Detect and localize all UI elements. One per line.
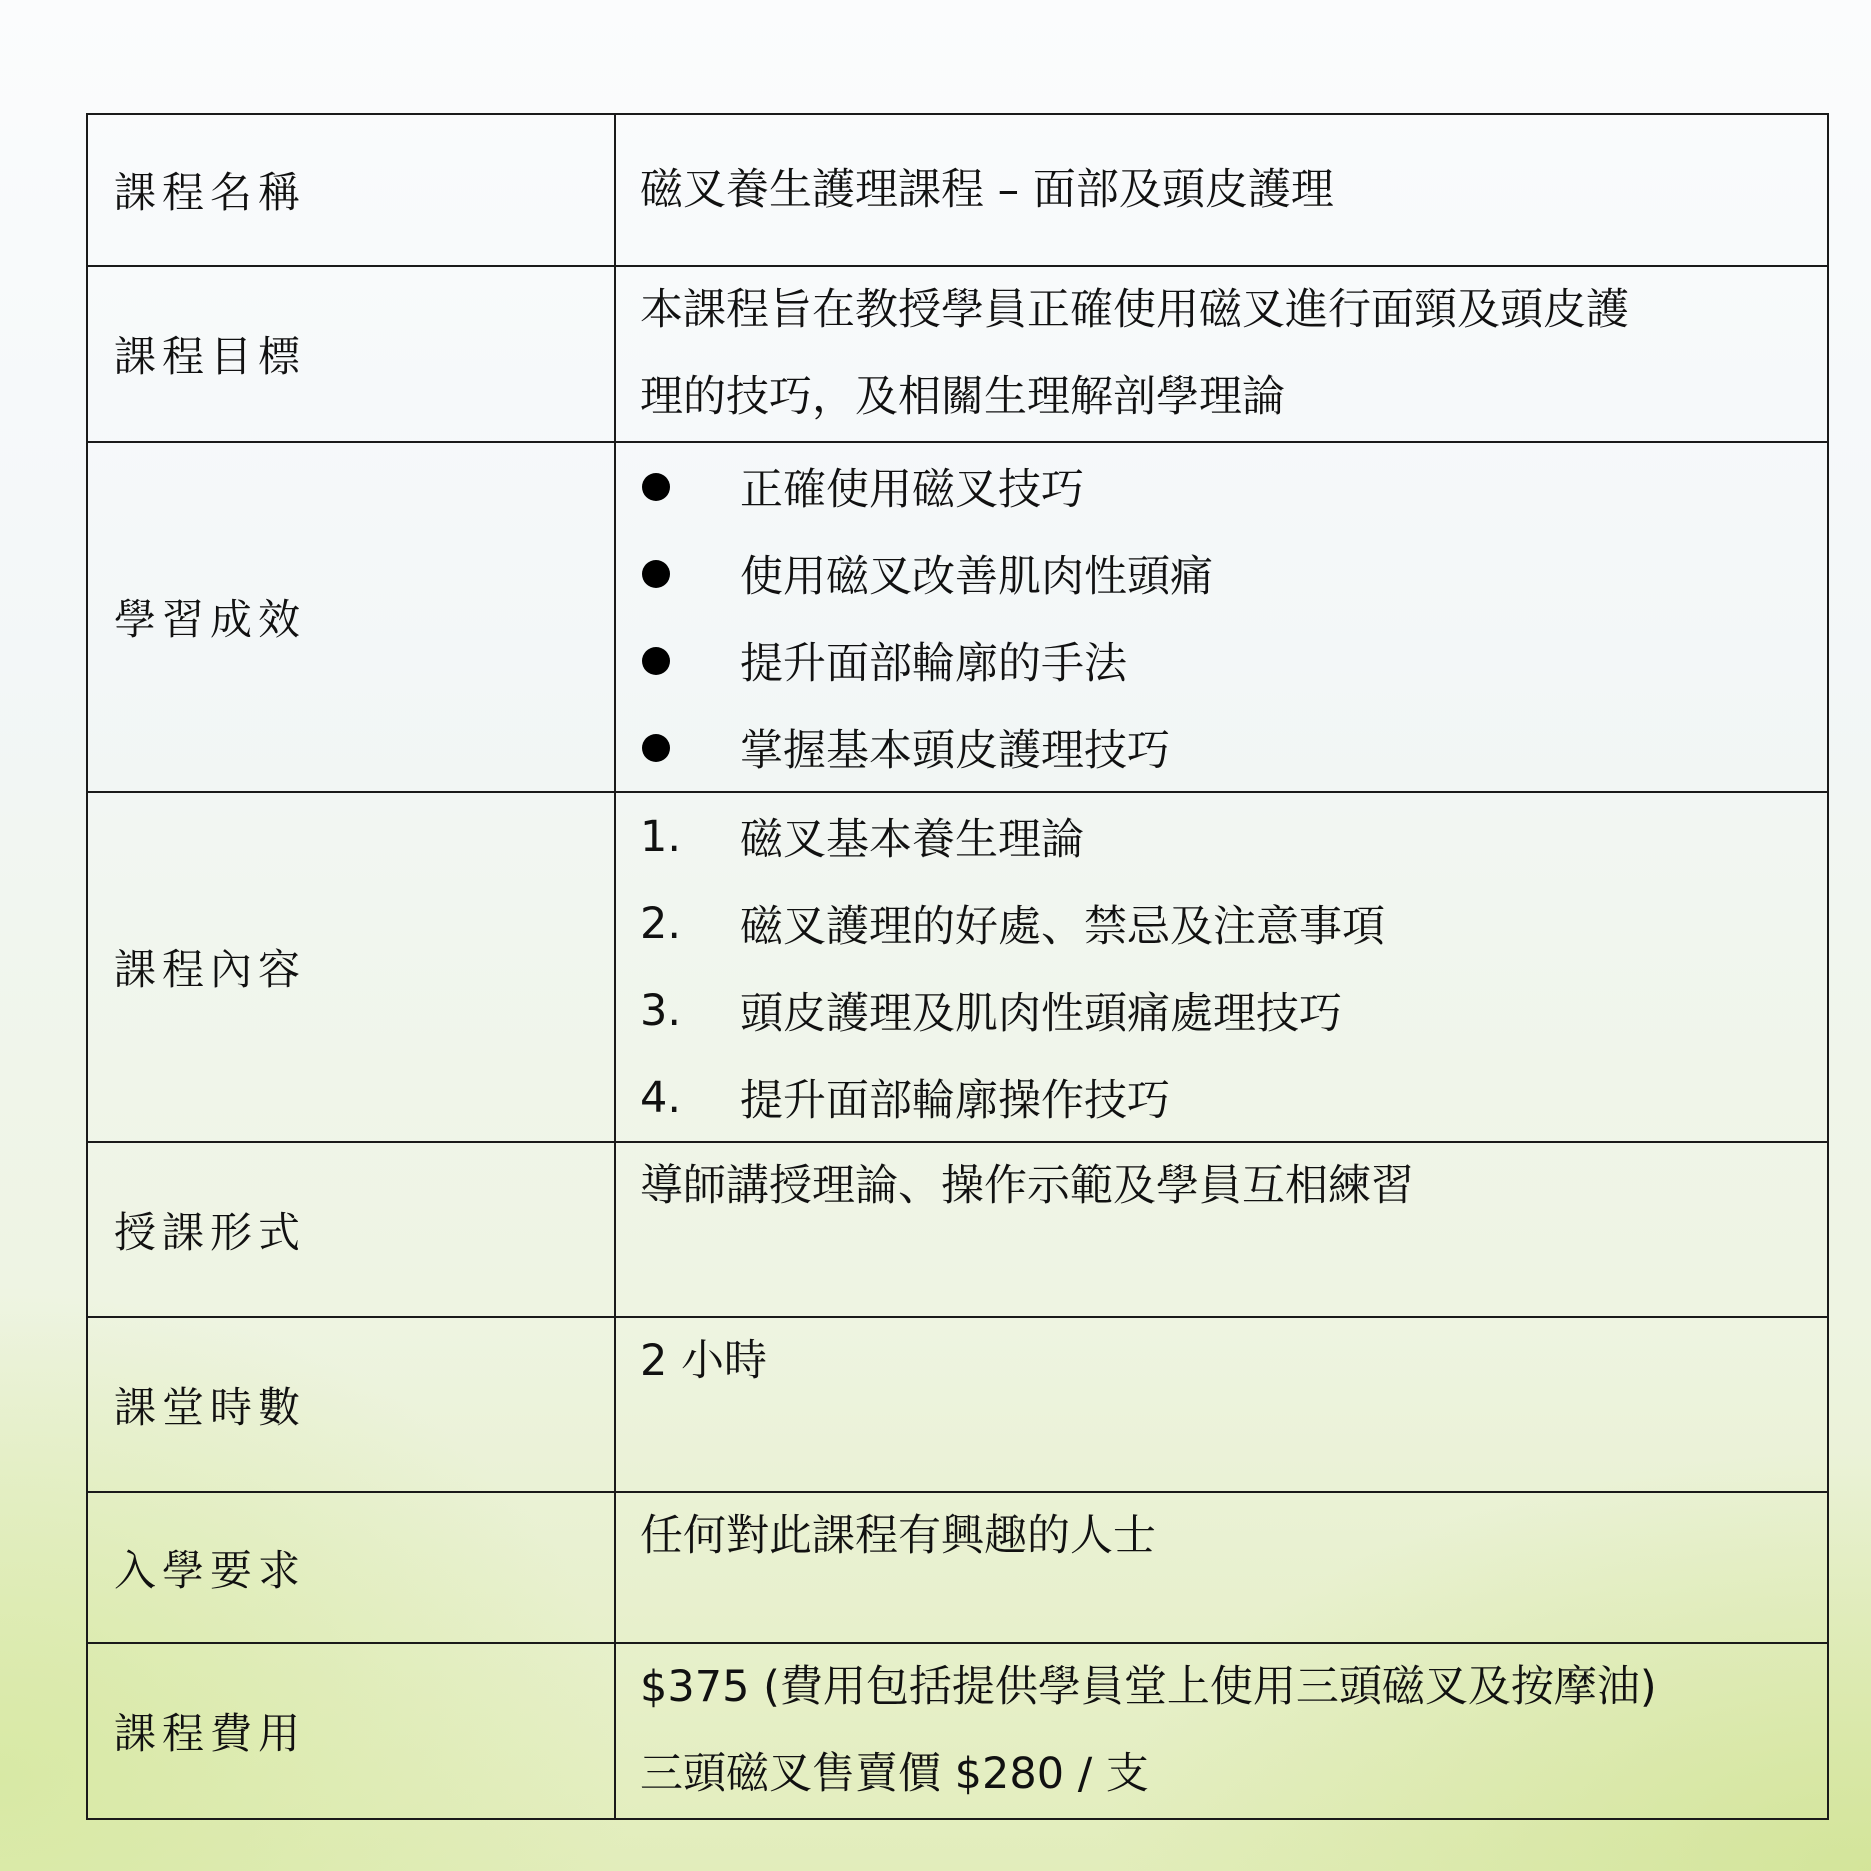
value-cell — [615, 1492, 1828, 1643]
content-text: 磁叉護理的好處、禁忌及注意事項 — [740, 902, 1385, 952]
row-course-name — [87, 114, 1828, 266]
outcome-text: 掌握基本頭皮護理技巧 — [740, 726, 1170, 776]
content-text: 頭皮護理及肌肉性頭痛處理技巧 — [740, 989, 1342, 1039]
row-hours — [87, 1317, 1828, 1492]
value-cell — [615, 792, 1828, 1142]
bullet-icon — [642, 647, 670, 675]
list-item — [640, 880, 1803, 967]
row-requirement — [87, 1492, 1828, 1643]
value-cell — [615, 1643, 1828, 1819]
fee-label: 課程費用 — [114, 1709, 307, 1758]
row-objective — [87, 266, 1828, 442]
list-item — [640, 530, 1803, 617]
fee-line-2: 三頭磁叉售賣價 $280 / 支 — [640, 1749, 1149, 1799]
row-content — [87, 792, 1828, 1142]
value-cell — [615, 1317, 1828, 1492]
item-number: 1. — [640, 811, 682, 862]
item-number: 4. — [640, 1072, 682, 1123]
value-cell — [615, 442, 1828, 792]
objective-label: 課程目標 — [114, 332, 307, 381]
hours-value: 2 小時 — [640, 1336, 768, 1386]
label-cell — [87, 1317, 615, 1492]
label-cell — [87, 792, 615, 1142]
outcome-text: 正確使用磁叉技巧 — [740, 465, 1084, 515]
content-label: 課程內容 — [114, 945, 307, 994]
value-cell — [615, 114, 1828, 266]
value-cell — [615, 1142, 1828, 1317]
label-cell — [87, 114, 615, 266]
requirement-label: 入學要求 — [114, 1545, 307, 1595]
list-item — [640, 967, 1803, 1054]
bullet-icon — [642, 734, 670, 762]
item-number: 2. — [640, 898, 682, 949]
outcomes-label: 學習成效 — [114, 595, 307, 644]
outcome-text: 提升面部輪廓的手法 — [740, 639, 1127, 689]
row-fee — [87, 1643, 1828, 1819]
outcome-text: 使用磁叉改善肌肉性頭痛 — [740, 552, 1213, 602]
course-info-table — [86, 113, 1829, 1820]
list-item — [640, 1054, 1803, 1141]
content-text: 磁叉基本養生理論 — [740, 815, 1084, 865]
value-cell — [615, 266, 1828, 442]
list-item — [640, 617, 1803, 704]
label-cell — [87, 266, 615, 442]
bullet-icon — [642, 473, 670, 501]
requirement-value: 任何對此課程有興趣的人士 — [640, 1511, 1156, 1561]
objective-line-2: 理的技巧，及相關生理解剖學理論 — [640, 372, 1285, 422]
list-item — [640, 704, 1803, 791]
content-text: 提升面部輪廓操作技巧 — [740, 1076, 1170, 1126]
label-cell — [87, 1643, 615, 1819]
label-cell — [87, 1142, 615, 1317]
format-label: 授課形式 — [114, 1207, 307, 1257]
format-value: 導師講授理論、操作示範及學員互相練習 — [640, 1161, 1414, 1211]
list-item — [640, 443, 1803, 530]
item-number: 3. — [640, 985, 682, 1036]
row-outcomes — [87, 442, 1828, 792]
bullet-icon — [642, 560, 670, 588]
course-name-value: 磁叉養生護理課程 – 面部及頭皮護理 — [640, 164, 1334, 215]
objective-line-1: 本課程旨在教授學員正確使用磁叉進行面頸及頭皮護 — [640, 285, 1629, 335]
label-cell — [87, 1492, 615, 1643]
fee-line-1: $375 (費用包括提供學員堂上使用三頭磁叉及按摩油) — [640, 1662, 1657, 1712]
hours-label: 課堂時數 — [114, 1382, 307, 1432]
list-item — [640, 793, 1803, 880]
label-cell — [87, 442, 615, 792]
course-name-label: 課程名稱 — [114, 168, 307, 217]
row-format — [87, 1142, 1828, 1317]
